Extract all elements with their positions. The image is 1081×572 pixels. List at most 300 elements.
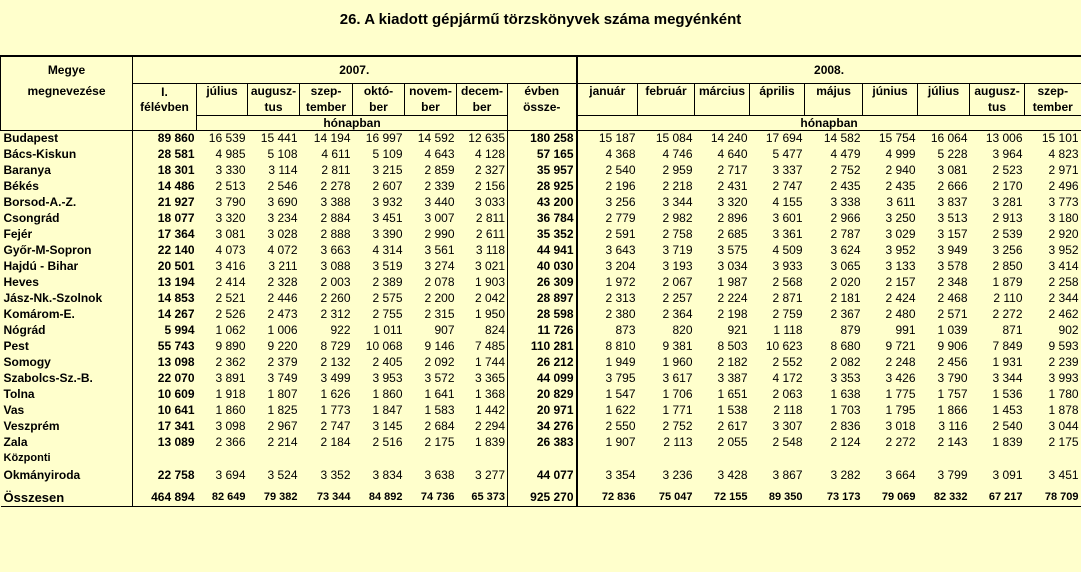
table-cell: 3 320 [717,195,748,209]
table-cell: 3 451 [1048,468,1079,482]
table-cell: 2 990 [424,227,455,241]
table-cell: 3 180 [1048,211,1079,225]
table-cell: 2 313 [577,290,638,306]
table-cell: 13 098 [133,354,197,370]
table-cell: 14 267 [133,306,197,322]
table-cell: 3 277 [474,468,505,482]
table-cell: 1 453 [992,403,1023,417]
table-cell: 12 635 [468,131,505,146]
table-cell: 1 006 [267,323,298,337]
table-cell: 2 118 [773,403,803,417]
table-cell: 2 811 [475,211,505,225]
table-cell: 16 539 [208,131,246,146]
table-cell: 1 879 [992,275,1023,289]
total-cell: 73 344 [316,491,351,504]
table-cell: 873 [577,322,638,338]
table-cell: 9 146 [424,339,455,353]
table-cell: 3 361 [772,227,803,241]
table-cell: 7 485 [474,339,505,353]
table-cell: 879 [840,323,861,337]
table-cell: 14 240 [710,131,748,146]
table-cell: 3 007 [424,211,455,225]
table-cell: 3 204 [577,258,638,274]
table-cell: 2 248 [885,355,916,369]
month-header-2008-line2: tus [970,99,1025,115]
table-cell: 2 685 [717,227,748,241]
table-cell: 20 501 [133,258,197,274]
table-cell: 2 327 [474,163,505,177]
month-header-2007-line2 [197,99,248,115]
table-cell: 2 913 [992,211,1023,225]
month-header-2007-line2: ber [353,99,405,115]
county-name: Borsod-A.-Z. [3,195,77,209]
total-cell: 67 217 [988,491,1023,504]
table-cell: 20 829 [508,386,577,402]
table-cell: 4 611 [321,147,351,161]
month-header-2007-line2: tus [248,99,300,115]
table-row [1,258,1081,274]
table-cell: 3 387 [717,371,748,385]
month-header-2008: április [750,83,805,99]
county-name: Bács-Kiskun [3,147,77,161]
table-cell: 3 021 [474,259,505,273]
county-name: Heves [3,275,39,289]
table-row [1,178,1081,194]
table-cell: 3 116 [938,419,968,433]
table-cell: 2 462 [1048,307,1079,321]
table-cell: 22 140 [133,242,197,258]
table-cell: 3 428 [717,468,748,482]
table-cell: 2 175 [1048,435,1079,449]
table-cell: 3 790 [215,195,246,209]
total-cell: 82 649 [211,491,246,504]
table-cell: 3 365 [474,371,505,385]
table-cell: 2 020 [830,275,861,289]
month-header-2008: május [805,83,863,99]
table-cell: 3 933 [772,259,803,273]
table-row [1,162,1081,178]
table-cell: 2 260 [320,291,351,305]
table-cell: 3 834 [372,468,403,482]
table-cell: 44 077 [508,466,577,484]
month-header-2008-line2 [695,99,750,115]
table-cell: 3 215 [372,163,403,177]
month-header-2008: február [638,83,695,99]
table-cell: 2 666 [937,179,968,193]
table-cell: 3 638 [424,468,455,482]
table-cell: 18 077 [133,210,197,226]
county-name: Zala [3,435,28,449]
table-cell: 1 039 [937,323,968,337]
table-cell: 2 811 [321,163,351,177]
table-cell: 922 [330,323,351,337]
table-cell: 3 344 [992,371,1023,385]
county-name: Központi [3,452,51,464]
table-cell: 824 [484,323,505,337]
table-cell: 3 354 [577,466,638,484]
table-cell: 2 055 [717,435,748,449]
table-cell: 35 352 [508,226,577,242]
table-cell: 3 949 [937,243,968,257]
table-cell: 9 381 [662,339,693,353]
table-cell: 3 891 [215,371,246,385]
table-cell: 17 694 [765,131,803,146]
table-cell: 1 972 [577,274,638,290]
table-cell: 28 925 [508,178,577,194]
table-cell: 3 388 [320,195,351,209]
table-row [1,242,1081,258]
month-header-2008: június [863,83,918,99]
table-cell: 4 999 [885,147,916,161]
year-2007-header: 2007. [133,56,577,83]
table-cell: 3 352 [320,468,351,482]
table-cell: 2 082 [830,355,861,369]
table-cell: 20 971 [508,402,577,418]
county-header-2: megnevezése [1,83,133,99]
table-cell: 1 757 [937,387,968,401]
table-cell: 9 721 [885,339,916,353]
table-cell: 4 155 [772,195,803,209]
table-cell: 2 200 [424,291,455,305]
table-cell: 57 165 [508,146,577,162]
table-cell: 3 643 [577,242,638,258]
table-cell: 1 987 [717,275,748,289]
table-cell: 2 747 [772,179,803,193]
table-cell: 3 790 [937,371,968,385]
table-cell: 2 348 [937,275,968,289]
table-cell: 18 301 [133,162,197,178]
county-name: Győr-M-Sopron [3,243,92,257]
table-cell: 3 033 [474,195,505,209]
month-header-2007: augusz- [248,83,300,99]
table-cell: 2 156 [474,179,505,193]
table-cell: 3 440 [424,195,455,209]
table-cell: 2 473 [267,307,298,321]
month-header-2008: augusz- [970,83,1025,99]
table-row [1,354,1081,370]
table-cell: 9 906 [937,339,968,353]
month-header-2008-line2 [863,99,918,115]
table-cell: 4 746 [662,147,693,161]
table-cell: 2 278 [320,179,351,193]
county-name: Fejér [3,227,33,241]
table-cell: 2 435 [885,179,916,193]
table-cell: 2 113 [663,435,693,449]
table-cell: 2 521 [215,291,246,305]
table-cell: 4 172 [772,371,803,385]
month-header-2008: szep- [1025,83,1081,99]
table-cell: 10 068 [365,339,403,353]
month-header-2008: március [695,83,750,99]
month-header-2008-line2 [918,99,970,115]
table-cell: 2 591 [577,226,638,242]
table-cell: 3 234 [267,211,298,225]
table-cell: 3 250 [885,211,916,225]
table-cell: 35 957 [508,162,577,178]
table-cell: 1 638 [830,387,861,401]
table-cell: 9 593 [1048,339,1079,353]
county-name: Nógrád [3,323,46,337]
table-cell: 2 446 [267,291,298,305]
table-cell: 26 383 [508,434,577,450]
table-cell: 2 759 [772,307,803,321]
table-cell: 15 101 [1041,131,1079,146]
table-cell: 2 196 [577,178,638,194]
table-cell: 3 390 [372,227,403,241]
county-name: Pest [3,339,29,353]
table-cell: 28 598 [508,306,577,322]
table-cell: 3 416 [215,259,246,273]
table-cell: 2 456 [937,355,968,369]
table-cell: 1 860 [215,403,246,417]
table-cell: 3 690 [267,195,298,209]
table-cell: 1 744 [474,355,505,369]
annual-header: évben [508,83,577,99]
table-row [1,226,1081,242]
table-cell: 5 228 [937,147,968,161]
table-row [1,466,1081,484]
table-cell: 3 118 [475,243,505,257]
table-cell: 5 108 [267,147,298,161]
table-row [1,434,1081,450]
table-cell: 55 743 [133,338,197,354]
table-cell: 3 028 [267,227,298,241]
table-cell: 2 896 [717,211,748,225]
month-header-2007-line2: tember [300,99,353,115]
total-cell: 78 709 [1044,491,1079,504]
table-cell: 4 643 [424,147,455,161]
table-cell: 28 897 [508,290,577,306]
table-cell: 14 582 [823,131,861,146]
total-cell: 464 894 [133,484,197,506]
table-cell: 3 193 [662,259,693,273]
table-cell: 2 684 [424,419,455,433]
table-row [1,274,1081,290]
table-cell: 2 344 [1048,291,1079,305]
table-cell: 8 810 [577,338,638,354]
county-name: Hajdú - Bihar [3,259,79,273]
county-name: Komárom-E. [3,307,75,321]
table-cell: 2 575 [372,291,403,305]
table-cell: 3 932 [372,195,403,209]
table-cell: 4 640 [717,147,748,161]
table-cell: 2 042 [474,291,505,305]
table-cell: 2 258 [1048,275,1079,289]
table-cell: 2 752 [662,419,693,433]
table-cell: 2 513 [215,179,246,193]
table-cell: 2 971 [1048,163,1079,177]
table-row [1,306,1081,322]
county-name: Budapest [3,131,59,146]
table-cell: 1 903 [474,275,505,289]
table-title: 26. A kiadott gépjármű törzskönyvek száma megyénként [339,11,742,28]
table-cell: 2 272 [885,435,916,449]
total-label: Összesen [3,489,65,505]
table-cell: 4 368 [577,146,638,162]
table-cell: 2 170 [992,179,1023,193]
table-cell: 2 214 [267,435,298,449]
table-cell: 13 006 [985,131,1023,146]
table-cell: 1 866 [937,403,968,417]
table-cell: 2 239 [1048,355,1079,369]
table-cell: 2 540 [577,162,638,178]
table-cell: 2 552 [772,355,803,369]
table-cell: 4 073 [215,243,246,257]
county-name: Vas [3,403,25,417]
month-header-2007: decem- [457,83,508,99]
month-header-2007-line2: ber [457,99,508,115]
table-cell: 8 729 [320,339,351,353]
total-cell: 73 173 [826,491,861,504]
table-cell: 2 366 [215,435,246,449]
table-cell: 2 884 [320,211,351,225]
table-cell: 3 211 [268,259,298,273]
month-header-2007: szep- [300,83,353,99]
table-cell: 8 680 [830,339,861,353]
table-cell: 1 536 [992,387,1023,401]
table-cell: 22 758 [133,466,197,484]
table-cell: 5 477 [772,147,803,161]
table-cell: 1 538 [717,403,748,417]
table-cell: 3 281 [992,195,1023,209]
table-cell: 1 771 [662,403,693,417]
table-cell: 3 256 [992,243,1023,257]
table-cell: 2 175 [424,435,455,449]
month-header-2007: novem- [405,83,457,99]
month-header-2007: októ- [353,83,405,99]
table-cell: 3 499 [320,371,351,385]
table-cell: 3 953 [372,371,403,385]
table-cell: 3 694 [215,468,246,482]
table-cell: 3 081 [937,163,968,177]
table-cell: 2 468 [937,291,968,305]
table-cell: 3 519 [372,259,403,273]
table-cell: 4 314 [372,243,403,257]
county-name: Békés [3,179,39,193]
table-cell: 2 364 [662,307,693,321]
table-cell: 3 114 [268,163,298,177]
table-cell: 2 747 [320,419,351,433]
table-cell: 3 018 [885,419,916,433]
table-cell: 3 344 [662,195,693,209]
table-cell: 2 888 [320,227,351,241]
table-cell: 89 860 [133,130,197,146]
table-cell: 2 132 [320,355,351,369]
table-cell: 1 011 [373,323,403,337]
table-cell: 3 353 [830,371,861,385]
table-cell: 2 967 [267,419,298,433]
table-cell: 34 276 [508,418,577,434]
month-header-2008-line2 [577,99,638,115]
table-cell: 1 547 [577,386,638,402]
county-name: Szabolcs-Sz.-B. [3,371,93,385]
table-cell: 17 364 [133,226,197,242]
table-cell: 4 128 [474,147,505,161]
table-cell: 1 950 [474,307,505,321]
table-cell: 1 775 [885,387,916,401]
table-cell: 3 330 [215,163,246,177]
table-cell: 2 182 [717,355,748,369]
table-cell: 110 281 [508,338,577,354]
table-cell: 3 098 [215,419,246,433]
table-cell: 1 626 [320,387,351,401]
table-cell: 2 078 [424,275,455,289]
table-cell: 2 003 [320,275,351,289]
table-cell: 22 070 [133,370,197,386]
table-cell: 16 064 [930,131,968,146]
table-cell: 3 236 [662,468,693,482]
table-cell: 1 703 [830,403,861,417]
table-cell: 2 198 [717,307,748,321]
table-cell: 2 548 [772,435,803,449]
table-row [1,338,1081,354]
table-cell: 3 952 [885,243,916,257]
table-cell: 1 583 [424,403,455,417]
table-cell: 3 601 [772,211,803,225]
table-cell: 3 307 [772,419,803,433]
table-cell: 1 651 [717,387,748,401]
table-cell: 3 157 [937,227,968,241]
table-row [1,322,1081,338]
table-cell: 3 034 [717,259,748,273]
table-cell: 15 187 [577,130,638,146]
table-cell: 3 663 [320,243,351,257]
table-cell: 2 092 [424,355,455,369]
table-cell: 2 850 [992,259,1023,273]
table-cell: 3 414 [1048,259,1079,273]
table-cell: 1 807 [267,387,298,401]
table-row [1,194,1081,210]
table-cell: 15 754 [878,131,916,146]
table-cell: 1 062 [215,323,246,337]
table-cell: 2 982 [662,211,693,225]
table-row [1,402,1081,418]
month-header-2008-line2 [805,99,863,115]
table-cell: 2 218 [662,179,693,193]
table-cell: 991 [895,323,916,337]
table-cell: 14 194 [313,131,351,146]
table-cell: 2 540 [992,419,1023,433]
table-cell: 3 575 [717,243,748,257]
table-cell: 2 339 [424,179,455,193]
table-cell: 2 836 [830,419,861,433]
table-cell: 4 479 [830,147,861,161]
table-row [1,370,1081,386]
table-cell: 4 985 [215,147,246,161]
total-cell: 72 155 [713,491,748,504]
table-cell: 2 611 [475,227,505,241]
table-cell: 16 997 [365,131,403,146]
table-cell: 2 496 [1048,179,1079,193]
table-cell: 28 581 [133,146,197,162]
table-cell: 2 435 [830,179,861,193]
table-cell: 1 368 [474,387,505,401]
table-cell: 14 853 [133,290,197,306]
table-cell: 14 486 [133,178,197,194]
table-cell: 2 110 [993,291,1023,305]
county-name: Jász-Nk.-Szolnok [3,291,103,305]
table-cell: 1 622 [577,402,638,418]
table-cell: 1 825 [267,403,298,417]
table-cell: 820 [672,323,693,337]
table-cell: 3 964 [992,147,1023,161]
month-header-2007-line2: ber [405,99,457,115]
table-cell: 3 513 [937,211,968,225]
table-row [1,146,1081,162]
table-cell: 1 860 [372,387,403,401]
total-cell: 65 373 [471,491,505,504]
table-cell: 17 341 [133,418,197,434]
